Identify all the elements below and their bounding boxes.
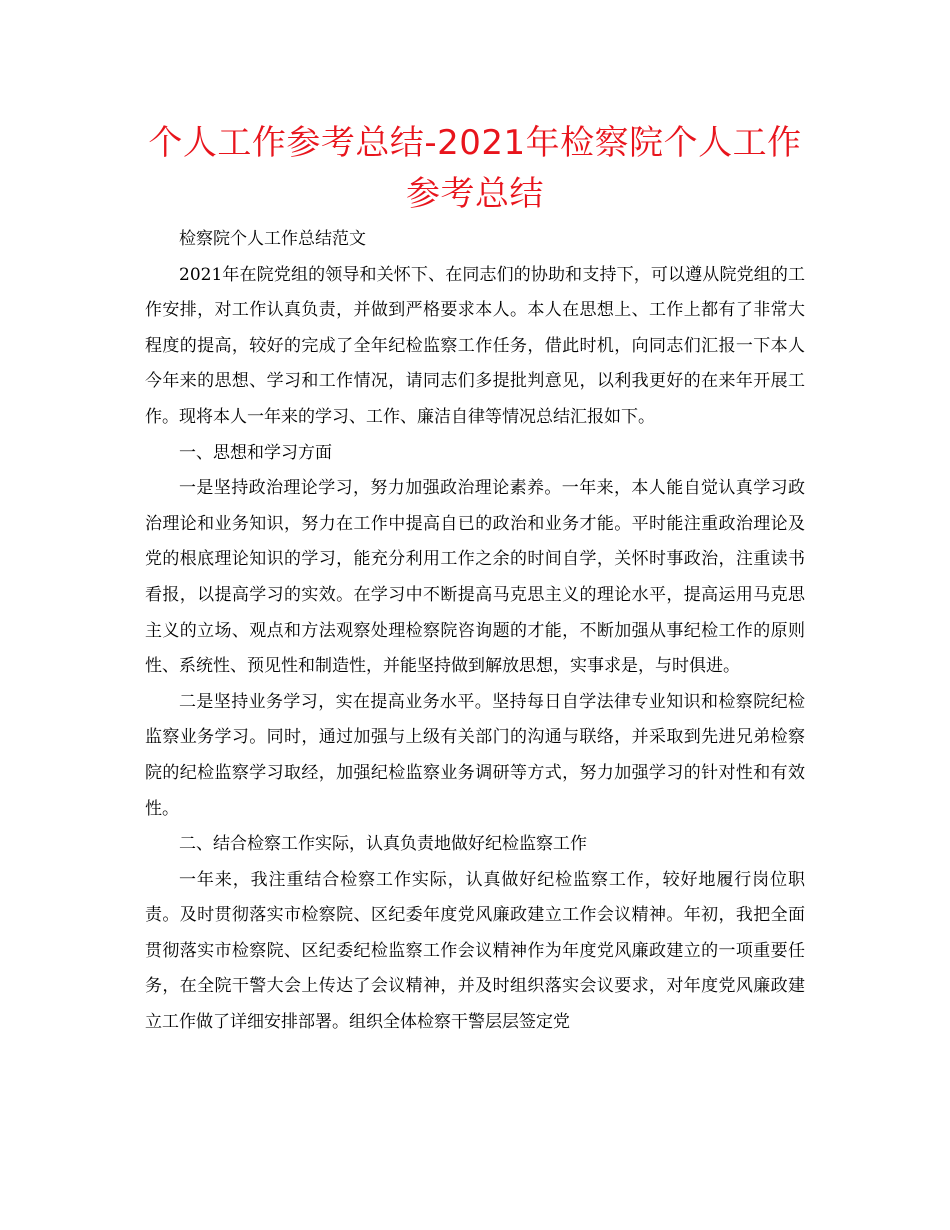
- document-title: 个人工作参考总结-2021年检察院个人工作参考总结: [148, 123, 802, 214]
- document-body: [145, 222, 805, 1041]
- paragraph-subtitle: 检察院个人工作总结范文: [179, 229, 366, 249]
- paragraph-discipline-work: 一年来，我注重结合检察工作实际，认真做好纪检监察工作，较好地履行岗位职责。及时贯彻落实市检察院、区纪委年度党风廉政建立工作会议精神。年初，我把全面贯彻落实市检察院、区纪委纪检监察工作会议精神作为年度党风廉政建立的一项重要任务，在全院干警大会上传达了会议精神，并及时组织落实会议要求，对年度党风廉政建立工作做了详细安排部署。组织全体检察干警层层签定党: [145, 869, 805, 1033]
- paragraph-intro: 2021年在院党组的领导和关怀下、在同志们的协助和支持下，可以遵从院党组的工作安排，对工作认真负责，并做到严格要求本人。本人在思想上、工作上都有了非常大程度的提高，较好的完成了全年纪检监察工作任务，借此时机，向同志们汇报一下本人今年来的思想、学习和工作情况，请同志们多提批判意见，以利我更好的在来年开展工作。现将本人一年来的学习、工作、廉洁自律等情况总结汇报如下。: [145, 264, 805, 427]
- paragraph-business-study: 二是坚持业务学习，实在提高业务水平。坚持每日自学法律专业知识和检察院纪检监察业务学习。同时，通过加强与上级有关部门的沟通与联络，并采取到先进兄弟检察院的纪检监察学习取经，加强纪检监察业务调研等方式，努力加强学习的针对性和有效性。: [145, 691, 805, 819]
- section-heading-discipline-work: 二、结合检察工作实际，认真负责地做好纪检监察工作: [179, 834, 587, 855]
- paragraph-political-study: 一是坚持政治理论学习，努力加强政治理论素养。一年来，本人能自觉认真学习政治理论和业务知识，努力在工作中提高自已的政治和业务才能。平时能注重政治理论及党的根底理论知识的学习，能充分利用工作之余的时间自学，关怀时事政治，注重读书看报，以提高学习的实效。在学习中不断提高马克思主义的理论水平，提高运用马克思主义的立场、观点和方法观察处理检察院咨询题的才能，不断加强从事纪检工作的原则性、系统性、预见性和制造性，并能坚持做到解放思想，实事求是，与时俱进。: [145, 478, 805, 677]
- section-heading-thought-study: 一、思想和学习方面: [179, 442, 332, 463]
